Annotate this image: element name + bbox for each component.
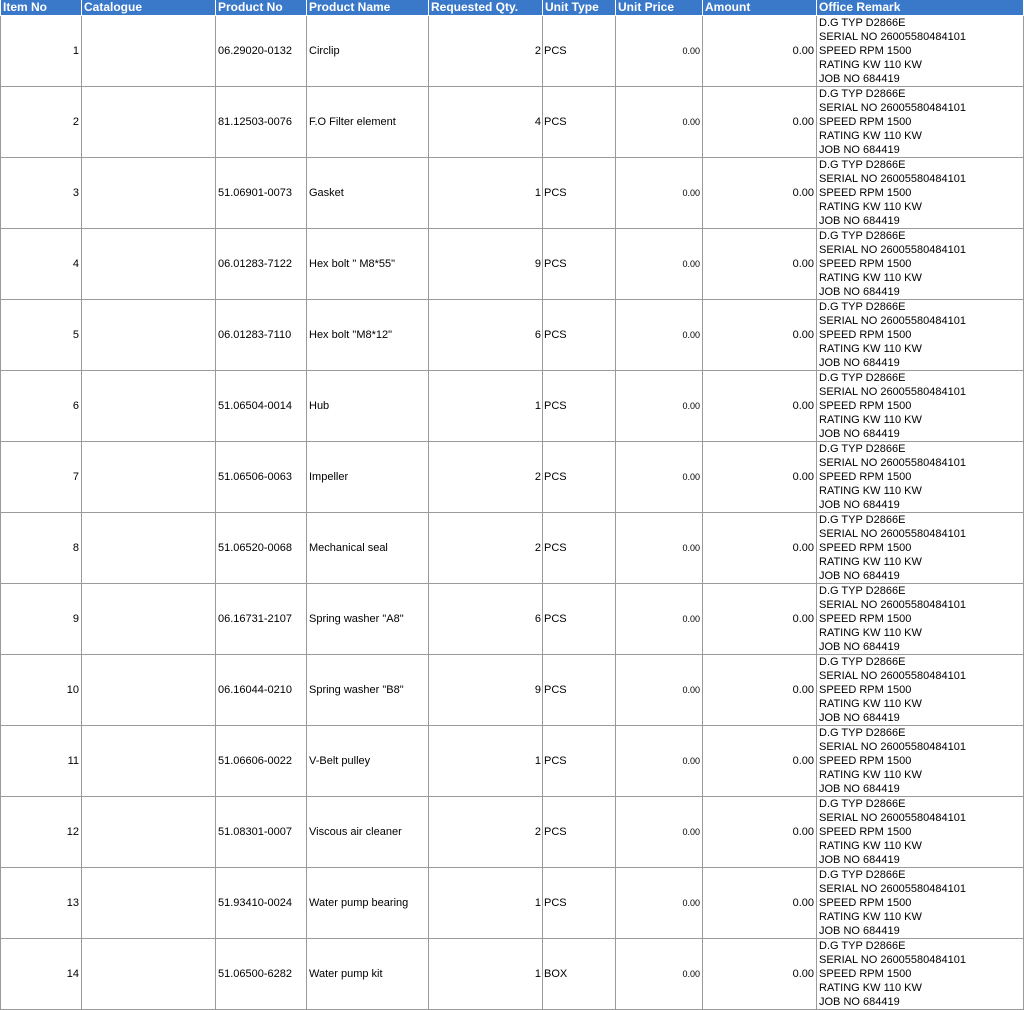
table-row[interactable] [1,584,1024,655]
catalogue-cell[interactable] [82,229,216,300]
remark-line: JOB NO 684419 [819,641,900,653]
header-unit-type[interactable]: Unit Type [543,0,616,16]
remark-line: SERIAL NO 26005580484101 [819,954,966,966]
item-no-cell[interactable]: 3 [1,158,82,229]
remark-line: SERIAL NO 26005580484101 [819,741,966,753]
remark-line: D.G TYP D2866E [819,443,906,455]
remark-line: SPEED RPM 1500 [819,755,912,767]
catalogue-cell[interactable] [82,797,216,868]
table-row[interactable] [1,726,1024,797]
requested-qty-cell[interactable]: 2 [429,442,543,513]
product-name-cell[interactable]: Circlip [307,16,429,87]
remark-line: RATING KW 110 KW [819,130,922,142]
office-remark-cell[interactable] [817,300,1024,371]
table-row[interactable] [1,158,1024,229]
unit-price-cell[interactable]: 0.00 [616,584,703,655]
product-name-cell[interactable]: Impeller [307,442,429,513]
unit-price-cell[interactable]: 0.00 [616,16,703,87]
unit-price-cell[interactable]: 0.00 [616,513,703,584]
remark-line: D.G TYP D2866E [819,17,906,29]
amount-cell[interactable]: 0.00 [703,868,817,939]
remark-line: JOB NO 684419 [819,428,900,440]
unit-type-cell[interactable]: PCS [543,158,616,229]
requested-qty-cell[interactable]: 2 [429,16,543,87]
product-name-cell[interactable]: Spring washer "A8" [307,584,429,655]
office-remark-cell[interactable] [817,371,1024,442]
catalogue-cell[interactable] [82,584,216,655]
product-name-cell[interactable]: Water pump kit [307,939,429,1010]
remark-line: D.G TYP D2866E [819,798,906,810]
requested-qty-cell[interactable]: 9 [429,229,543,300]
product-name-cell[interactable]: Hex bolt "M8*12" [307,300,429,371]
catalogue-cell[interactable] [82,87,216,158]
remark-line: JOB NO 684419 [819,712,900,724]
table-row[interactable] [1,442,1024,513]
remark-line: RATING KW 110 KW [819,982,922,994]
product-no-cell[interactable]: 51.06500-6282 [216,939,307,1010]
remark-line: RATING KW 110 KW [819,840,922,852]
product-name-cell[interactable]: Water pump bearing [307,868,429,939]
office-remark-cell[interactable] [817,158,1024,229]
item-no-cell[interactable]: 1 [1,16,82,87]
requested-qty-cell[interactable]: 6 [429,300,543,371]
amount-cell[interactable]: 0.00 [703,442,817,513]
product-no-cell[interactable]: 06.01283-7110 [216,300,307,371]
product-name-cell[interactable]: F.O Filter element [307,87,429,158]
amount-cell[interactable]: 0.00 [703,229,817,300]
unit-price-cell[interactable]: 0.00 [616,797,703,868]
catalogue-cell[interactable] [82,442,216,513]
catalogue-cell[interactable] [82,868,216,939]
remark-line: JOB NO 684419 [819,357,900,369]
remark-line: SERIAL NO 26005580484101 [819,386,966,398]
amount-cell[interactable]: 0.00 [703,371,817,442]
item-no-cell[interactable]: 13 [1,868,82,939]
table-header [1,0,1024,16]
header-product-name[interactable]: Product Name [307,0,429,16]
office-remark-cell[interactable] [817,726,1024,797]
remark-line: RATING KW 110 KW [819,911,922,923]
remark-line: SPEED RPM 1500 [819,542,912,554]
remark-line: JOB NO 684419 [819,286,900,298]
item-no-cell[interactable]: 12 [1,797,82,868]
requested-qty-cell[interactable]: 1 [429,371,543,442]
remark-line: SERIAL NO 26005580484101 [819,812,966,824]
remark-line: D.G TYP D2866E [819,656,906,668]
office-remark-cell[interactable] [817,939,1024,1010]
office-remark-cell[interactable] [817,797,1024,868]
remark-line: SPEED RPM 1500 [819,187,912,199]
catalogue-cell[interactable] [82,513,216,584]
product-no-cell[interactable]: 06.16044-0210 [216,655,307,726]
remark-line: D.G TYP D2866E [819,869,906,881]
table-row[interactable] [1,797,1024,868]
remark-line: SERIAL NO 26005580484101 [819,173,966,185]
remark-line: SPEED RPM 1500 [819,400,912,412]
remark-line: RATING KW 110 KW [819,485,922,497]
product-name-cell[interactable]: Hex bolt " M8*55" [307,229,429,300]
table-row[interactable] [1,939,1024,1010]
product-no-cell[interactable]: 51.06901-0073 [216,158,307,229]
item-no-cell[interactable]: 9 [1,584,82,655]
requested-qty-cell[interactable]: 2 [429,513,543,584]
office-remark-cell[interactable] [817,868,1024,939]
amount-cell[interactable]: 0.00 [703,158,817,229]
product-no-cell[interactable]: 51.93410-0024 [216,868,307,939]
item-no-cell[interactable]: 2 [1,87,82,158]
product-name-cell[interactable]: Spring washer "B8" [307,655,429,726]
unit-type-cell[interactable]: PCS [543,229,616,300]
remark-line: SPEED RPM 1500 [819,826,912,838]
amount-cell[interactable]: 0.00 [703,87,817,158]
remark-line: D.G TYP D2866E [819,159,906,171]
remark-line: D.G TYP D2866E [819,940,906,952]
remark-line: SPEED RPM 1500 [819,684,912,696]
remark-line: RATING KW 110 KW [819,627,922,639]
requested-qty-cell[interactable]: 6 [429,584,543,655]
remark-line: RATING KW 110 KW [819,59,922,71]
table-row[interactable] [1,868,1024,939]
remark-line: RATING KW 110 KW [819,343,922,355]
requested-qty-cell[interactable]: 9 [429,655,543,726]
remark-line: SERIAL NO 26005580484101 [819,528,966,540]
unit-type-cell[interactable]: PCS [543,371,616,442]
office-remark-cell[interactable] [817,87,1024,158]
amount-cell[interactable]: 0.00 [703,797,817,868]
remark-line: RATING KW 110 KW [819,769,922,781]
remark-line: JOB NO 684419 [819,925,900,937]
remark-line: RATING KW 110 KW [819,556,922,568]
catalogue-cell[interactable] [82,726,216,797]
unit-price-cell[interactable]: 0.00 [616,726,703,797]
table-row[interactable] [1,371,1024,442]
remark-line: SERIAL NO 26005580484101 [819,31,966,43]
remark-line: SPEED RPM 1500 [819,116,912,128]
amount-cell[interactable]: 0.00 [703,300,817,371]
header-requested-qty[interactable]: Requested Qty. [429,0,543,16]
remark-line: SERIAL NO 26005580484101 [819,457,966,469]
product-no-cell[interactable]: 06.29020-0132 [216,16,307,87]
header-unit-price[interactable]: Unit Price [616,0,703,16]
remark-line: SPEED RPM 1500 [819,897,912,909]
catalogue-cell[interactable] [82,655,216,726]
remark-line: JOB NO 684419 [819,570,900,582]
requested-qty-cell[interactable]: 4 [429,87,543,158]
remark-line: SPEED RPM 1500 [819,329,912,341]
requested-qty-cell[interactable]: 2 [429,797,543,868]
item-no-cell[interactable]: 5 [1,300,82,371]
unit-price-cell[interactable]: 0.00 [616,939,703,1010]
product-no-cell[interactable]: 51.06506-0063 [216,442,307,513]
item-no-cell[interactable]: 4 [1,229,82,300]
remark-line: D.G TYP D2866E [819,727,906,739]
remark-line: D.G TYP D2866E [819,372,906,384]
product-name-cell[interactable]: V-Belt pulley [307,726,429,797]
table-row[interactable] [1,229,1024,300]
remark-line: RATING KW 110 KW [819,414,922,426]
product-name-cell[interactable]: Mechanical seal [307,513,429,584]
remark-line: RATING KW 110 KW [819,272,922,284]
item-no-cell[interactable]: 14 [1,939,82,1010]
catalogue-cell[interactable] [82,300,216,371]
product-no-cell[interactable]: 51.06606-0022 [216,726,307,797]
remark-line: D.G TYP D2866E [819,230,906,242]
remark-line: SPEED RPM 1500 [819,471,912,483]
remark-line: D.G TYP D2866E [819,514,906,526]
remark-line: SPEED RPM 1500 [819,45,912,57]
header-office-remark[interactable]: Office Remark [817,0,1024,16]
table-body [1,16,1024,1010]
product-no-cell[interactable]: 06.01283-7122 [216,229,307,300]
product-name-cell[interactable]: Hub [307,371,429,442]
remark-line: RATING KW 110 KW [819,698,922,710]
table-row[interactable] [1,87,1024,158]
remark-line: JOB NO 684419 [819,499,900,511]
product-no-cell[interactable]: 51.06520-0068 [216,513,307,584]
amount-cell[interactable]: 0.00 [703,513,817,584]
unit-price-cell[interactable]: 0.00 [616,300,703,371]
remark-line: JOB NO 684419 [819,996,900,1008]
item-no-cell[interactable]: 7 [1,442,82,513]
product-name-cell[interactable]: Viscous air cleaner [307,797,429,868]
header-amount[interactable]: Amount [703,0,817,16]
table-row[interactable] [1,513,1024,584]
office-remark-cell[interactable] [817,16,1024,87]
item-no-cell[interactable]: 8 [1,513,82,584]
unit-type-cell[interactable]: PCS [543,655,616,726]
catalogue-cell[interactable] [82,939,216,1010]
remark-line: SERIAL NO 26005580484101 [819,315,966,327]
table-row[interactable] [1,655,1024,726]
catalogue-cell[interactable] [82,158,216,229]
unit-price-cell[interactable]: 0.00 [616,442,703,513]
remark-line: D.G TYP D2866E [819,88,906,100]
unit-price-cell[interactable]: 0.00 [616,371,703,442]
catalogue-cell[interactable] [82,371,216,442]
item-no-cell[interactable]: 10 [1,655,82,726]
unit-price-cell[interactable]: 0.00 [616,158,703,229]
remark-line: SERIAL NO 26005580484101 [819,599,966,611]
remark-line: SPEED RPM 1500 [819,613,912,625]
item-no-cell[interactable]: 6 [1,371,82,442]
header-catalogue[interactable]: Catalogue [82,0,216,16]
unit-price-cell[interactable]: 0.00 [616,87,703,158]
unit-type-cell[interactable]: PCS [543,300,616,371]
header-product-no[interactable]: Product No [216,0,307,16]
amount-cell[interactable]: 0.00 [703,16,817,87]
remark-line: D.G TYP D2866E [819,585,906,597]
unit-type-cell[interactable]: PCS [543,797,616,868]
unit-type-cell[interactable]: PCS [543,16,616,87]
catalogue-cell[interactable] [82,16,216,87]
remark-line: RATING KW 110 KW [819,201,922,213]
unit-price-cell[interactable]: 0.00 [616,868,703,939]
remark-line: JOB NO 684419 [819,783,900,795]
unit-type-cell[interactable]: PCS [543,442,616,513]
unit-type-cell[interactable]: BOX [543,939,616,1010]
amount-cell[interactable]: 0.00 [703,584,817,655]
remark-line: SPEED RPM 1500 [819,968,912,980]
remark-line: D.G TYP D2866E [819,301,906,313]
requested-qty-cell[interactable]: 1 [429,726,543,797]
item-no-cell[interactable]: 11 [1,726,82,797]
office-remark-cell[interactable] [817,513,1024,584]
product-no-cell[interactable]: 06.16731-2107 [216,584,307,655]
requested-qty-cell[interactable]: 1 [429,868,543,939]
product-name-cell[interactable]: Gasket [307,158,429,229]
office-remark-cell[interactable] [817,442,1024,513]
unit-type-cell[interactable]: PCS [543,513,616,584]
product-no-cell[interactable]: 51.08301-0007 [216,797,307,868]
unit-price-cell[interactable]: 0.00 [616,229,703,300]
table-row[interactable] [1,16,1024,87]
requested-qty-cell[interactable]: 1 [429,939,543,1010]
remark-line: JOB NO 684419 [819,215,900,227]
product-no-cell[interactable]: 51.06504-0014 [216,371,307,442]
office-remark-cell[interactable] [817,584,1024,655]
remark-line: JOB NO 684419 [819,73,900,85]
unit-type-cell[interactable]: PCS [543,584,616,655]
table-row[interactable] [1,300,1024,371]
remark-line: SERIAL NO 26005580484101 [819,102,966,114]
unit-type-cell[interactable]: PCS [543,87,616,158]
unit-type-cell[interactable]: PCS [543,726,616,797]
product-no-cell[interactable]: 81.12503-0076 [216,87,307,158]
amount-cell[interactable]: 0.00 [703,655,817,726]
header-item-no[interactable]: Item No [1,0,82,16]
unit-type-cell[interactable]: PCS [543,868,616,939]
remark-line: JOB NO 684419 [819,144,900,156]
remark-line: SPEED RPM 1500 [819,258,912,270]
office-remark-cell[interactable] [817,229,1024,300]
office-remark-cell[interactable] [817,655,1024,726]
header-row [1,0,1024,16]
amount-cell[interactable]: 0.00 [703,726,817,797]
remark-line: SERIAL NO 26005580484101 [819,670,966,682]
remark-line: SERIAL NO 26005580484101 [819,244,966,256]
remark-line: JOB NO 684419 [819,854,900,866]
amount-cell[interactable]: 0.00 [703,939,817,1010]
unit-price-cell[interactable]: 0.00 [616,655,703,726]
requested-qty-cell[interactable]: 1 [429,158,543,229]
remark-line: SERIAL NO 26005580484101 [819,883,966,895]
